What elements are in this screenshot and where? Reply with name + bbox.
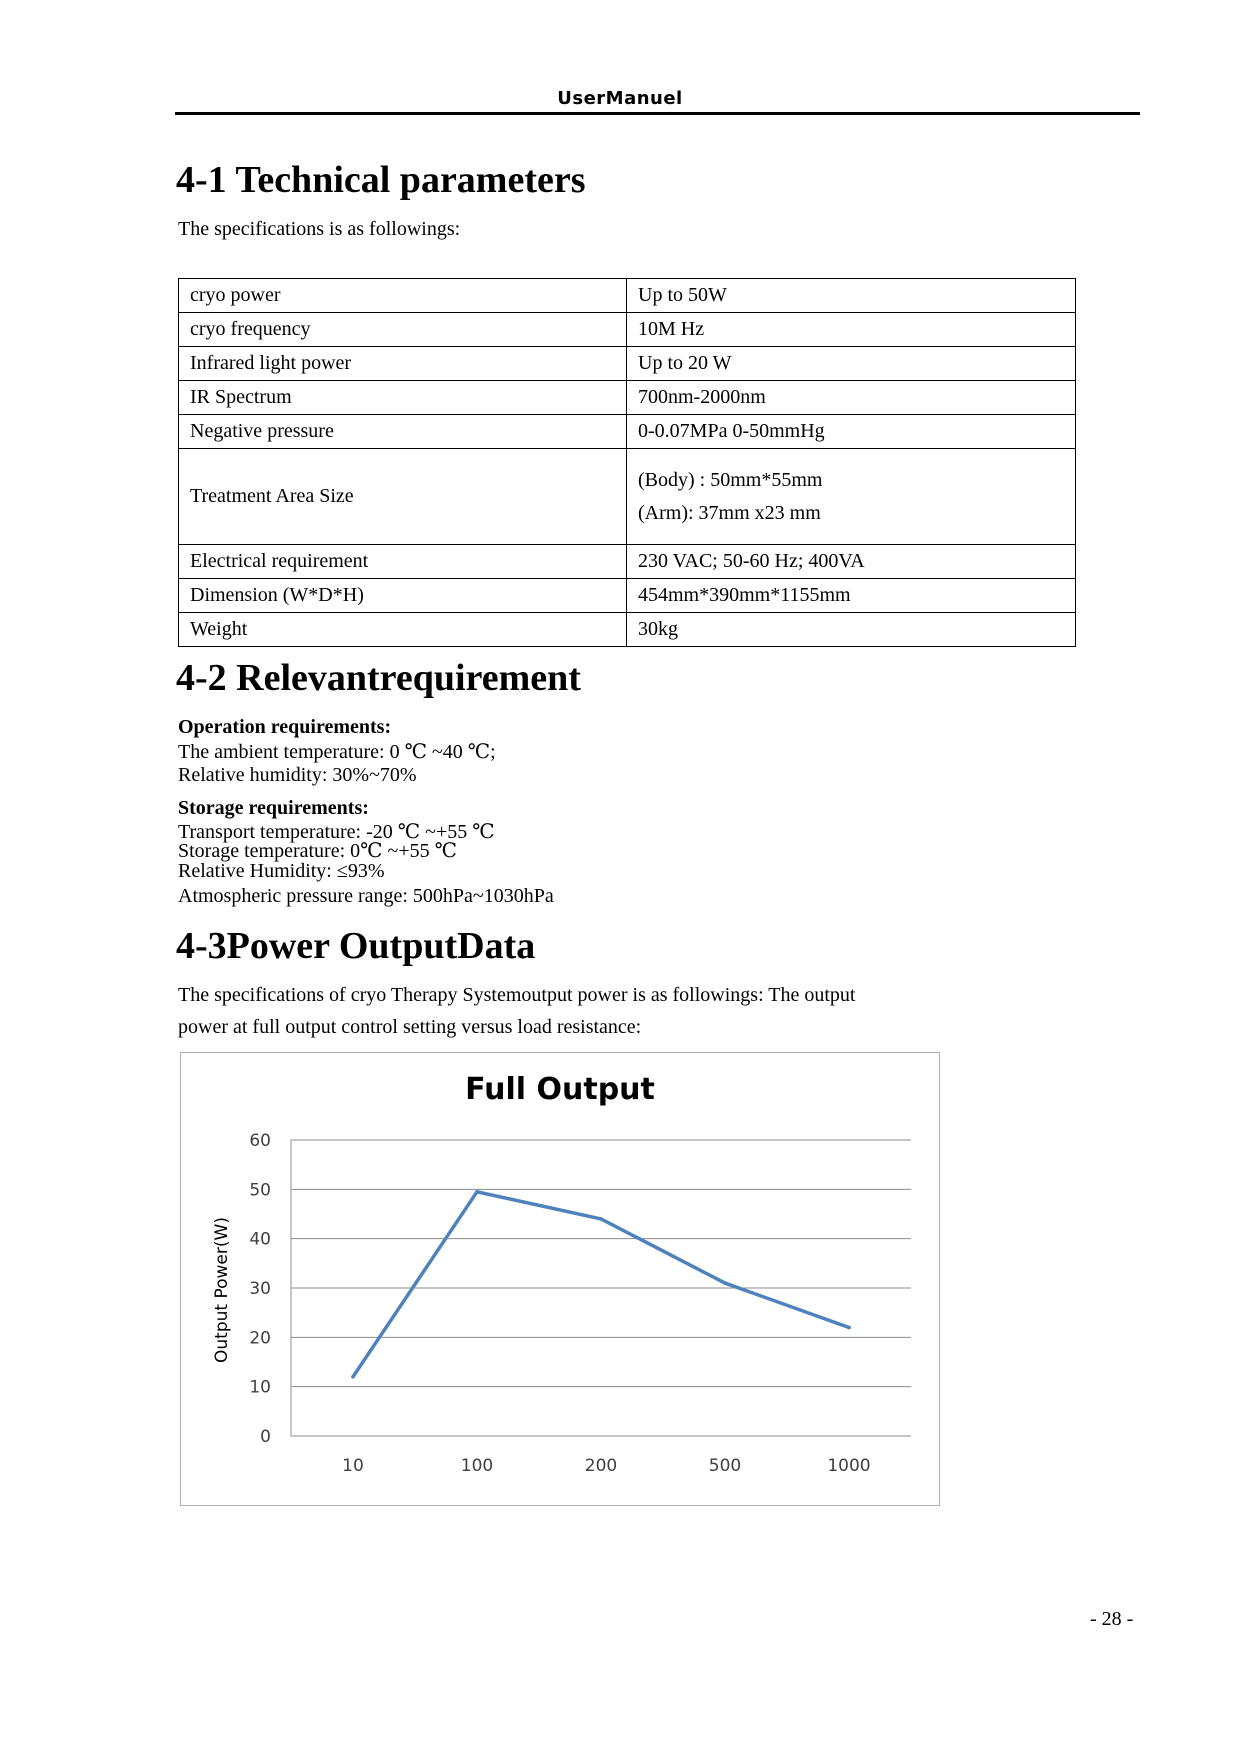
- y-tick-label: 0: [260, 1427, 271, 1447]
- spec-row: [179, 381, 1076, 415]
- operation-line: Relative humidity: 30%~70%: [178, 764, 417, 786]
- operation-requirements: [178, 716, 496, 787]
- spec-param: Infrared light power: [179, 347, 627, 381]
- spec-value-line: 454mm*390mm*1155mm: [638, 584, 851, 606]
- storage-line: Relative Humidity: ≤93%: [178, 860, 385, 882]
- data-point: [847, 1326, 851, 1330]
- spec-row: [179, 613, 1076, 647]
- y-tick-label: 20: [249, 1328, 271, 1349]
- storage-line: Transport temperature: -20 ℃ ~+55 ℃: [178, 821, 495, 843]
- full-output-chart: [181, 1053, 939, 1505]
- spec-param: Dimension (W*D*H): [179, 579, 627, 613]
- spec-table: [178, 278, 1076, 647]
- spec-param: IR Spectrum: [179, 381, 627, 415]
- spec-value-line: (Body) : 50mm*55mm: [638, 468, 823, 491]
- data-point: [599, 1217, 603, 1221]
- spec-row: [179, 415, 1076, 449]
- spec-value-line: 230 VAC; 50-60 Hz; 400VA: [638, 550, 865, 572]
- spec-value: [627, 381, 1076, 415]
- spec-value: [627, 449, 1076, 545]
- y-tick-label: 40: [249, 1229, 271, 1250]
- page-number: - 28 -: [1090, 1608, 1134, 1630]
- spec-value-line: 30kg: [638, 618, 678, 640]
- section-3-intro-line-2: power at full output control setting versus load resistance:: [178, 1016, 642, 1038]
- spec-param: cryo power: [179, 279, 627, 313]
- page-header-title: UserManuel: [557, 88, 683, 109]
- section-1-intro: The specifications is as followings:: [178, 218, 461, 240]
- chart-title: Full Output: [465, 1072, 655, 1107]
- y-tick-label: 10: [249, 1377, 271, 1398]
- section-3-intro-line-1: The specifications of cryo Therapy Systemoutput power is as followings: The output: [178, 984, 856, 1006]
- spec-value: [627, 613, 1076, 647]
- storage-requirements: [178, 797, 554, 908]
- y-axis-label: Output Power(W): [212, 1217, 232, 1363]
- spec-row: [179, 579, 1076, 613]
- y-tick-label: 60: [249, 1131, 271, 1151]
- spec-value-line: (Arm): 37mm x23 mm: [638, 501, 821, 524]
- storage-requirements-title: Storage requirements:: [178, 797, 369, 819]
- spec-param: Electrical requirement: [179, 545, 627, 579]
- x-tick-label: 1000: [827, 1456, 871, 1476]
- section-1-heading: 4-1 Technical parameters: [176, 159, 586, 201]
- spec-value-line: 0-0.07MPa 0-50mmHg: [638, 420, 825, 442]
- section-3-heading: 4-3Power OutputData: [176, 925, 536, 967]
- spec-param: Negative pressure: [179, 415, 627, 449]
- y-tick-label: 30: [249, 1279, 271, 1299]
- spec-value-line: 10M Hz: [638, 318, 705, 340]
- spec-value: [627, 347, 1076, 381]
- spec-value: [627, 279, 1076, 313]
- spec-row: [179, 545, 1076, 579]
- operation-requirements-title: Operation requirements:: [178, 716, 392, 738]
- spec-row: [179, 313, 1076, 347]
- x-tick-label: 500: [708, 1456, 742, 1476]
- spec-param: cryo frequency: [179, 313, 627, 347]
- spec-row: [179, 279, 1076, 313]
- spec-value: [627, 415, 1076, 449]
- header-rule: [175, 112, 1140, 115]
- y-tick-label: 50: [249, 1180, 271, 1201]
- storage-line: Atmospheric pressure range: 500hPa~1030hPa: [178, 885, 554, 907]
- spec-value-line: 700nm-2000nm: [638, 386, 766, 408]
- data-point: [723, 1281, 727, 1285]
- section-2-heading: 4-2 Relevantrequirement: [176, 657, 581, 699]
- x-tick-label: 100: [460, 1456, 494, 1476]
- spec-value: [627, 579, 1076, 613]
- spec-param: Weight: [179, 613, 627, 647]
- spec-row: [179, 449, 1076, 545]
- operation-line: The ambient temperature: 0 ℃ ~40 ℃;: [178, 741, 496, 763]
- spec-value-line: Up to 50W: [638, 284, 727, 306]
- spec-value: [627, 545, 1076, 579]
- spec-param: Treatment Area Size: [179, 449, 627, 545]
- data-point: [475, 1190, 479, 1194]
- spec-value-line: Up to 20 W: [638, 352, 732, 374]
- x-tick-label: 10: [342, 1456, 364, 1476]
- storage-line: Storage temperature: 0℃ ~+55 ℃: [178, 840, 457, 862]
- spec-value: [627, 313, 1076, 347]
- x-tick-label: 200: [584, 1456, 618, 1476]
- data-point: [351, 1375, 355, 1379]
- chart-frame: [180, 1052, 940, 1506]
- spec-row: [179, 347, 1076, 381]
